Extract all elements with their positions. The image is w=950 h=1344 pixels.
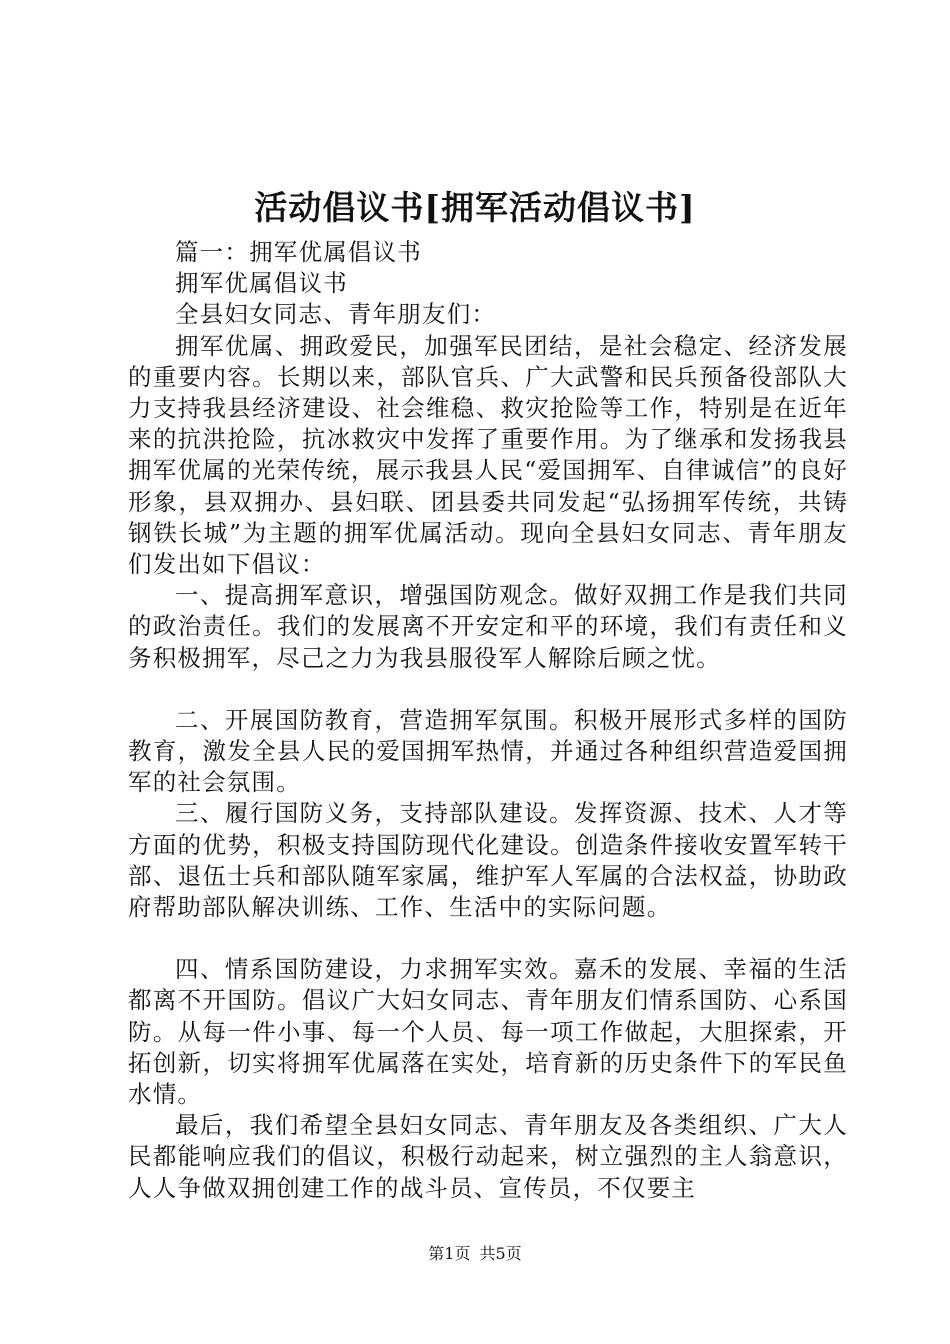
section-heading: 篇一：拥军优属倡议书 — [175, 238, 422, 266]
document-title: 活动倡议书[拥军活动倡议书] — [254, 188, 696, 227]
page-number: 第1页 — [428, 1244, 471, 1263]
paragraph-item-4: 四、情系国防建设，力求拥军实效。嘉禾的发展、幸福的生活都离不开国防。倡议广大妇女同志、青年朋友们情系国防、心系国防。从每一件小事、每一个人员、每一项工作做起，大胆探索，开拓创新，切实将拥军优属落在实处，培育新的历史条件下的军民鱼水情。 — [128, 955, 848, 1109]
page-footer — [0, 1244, 950, 1264]
paragraph-item-2: 二、开展国防教育，营造拥军氛围。积极开展形式多样的国防教育，激发全县人民的爱国拥军热情，并通过各种组织营造爱国拥军的社会氛围。 — [128, 705, 848, 797]
page-total: 共5页 — [479, 1244, 522, 1263]
salutation: 全县妇女同志、青年朋友们： — [175, 300, 497, 329]
paragraph-intro: 拥军优属、拥政爱民，加强军民团结，是社会稳定、经济发展的重要内容。长期以来，部队官兵、广大武警和民兵预备役部队大力支持我县经济建设、社会维稳、救灾抢险等工作，特别是在近年来的抗洪抢险，抗冰救灾中发挥了重要作用。为了继承和发扬我县拥军优属的光荣传统，展示我县人民“爱国拥军、自律诚信”的良好形象，县双拥办、县妇联、团县委共同发起“弘扬拥军传统，共铸钢铁长城”为主题的拥军优属活动。现向全县妇女同志、青年朋友们发出如下倡议： — [128, 331, 848, 579]
paragraph-item-1: 一、提高拥军意识，增强国防观念。做好双拥工作是我们共同的政治责任。我们的发展离不开安定和平的环境，我们有责任和义务积极拥军，尽己之力为我县服役军人解除后顾之忧。 — [128, 581, 848, 672]
paragraph-item-3: 三、履行国防义务，支持部队建设。发挥资源、技术、人才等方面的优势，积极支持国防现代化建设。创造条件接收安置军转干部、退伍士兵和部队随军家属，维护军人军属的合法权益，协助政府帮助部队解决训练、工作、生活中的实际问题。 — [128, 799, 848, 922]
paragraph-closing: 最后，我们希望全县妇女同志、青年朋友及各类组织、广大人民都能响应我们的倡议，积极行动起来，树立强烈的主人翁意识，人人争做双拥创建工作的战斗员、宣传员，不仅要主 — [128, 1111, 848, 1202]
document-body — [128, 237, 848, 1204]
subtitle: 拥军优属倡议书 — [175, 269, 348, 298]
